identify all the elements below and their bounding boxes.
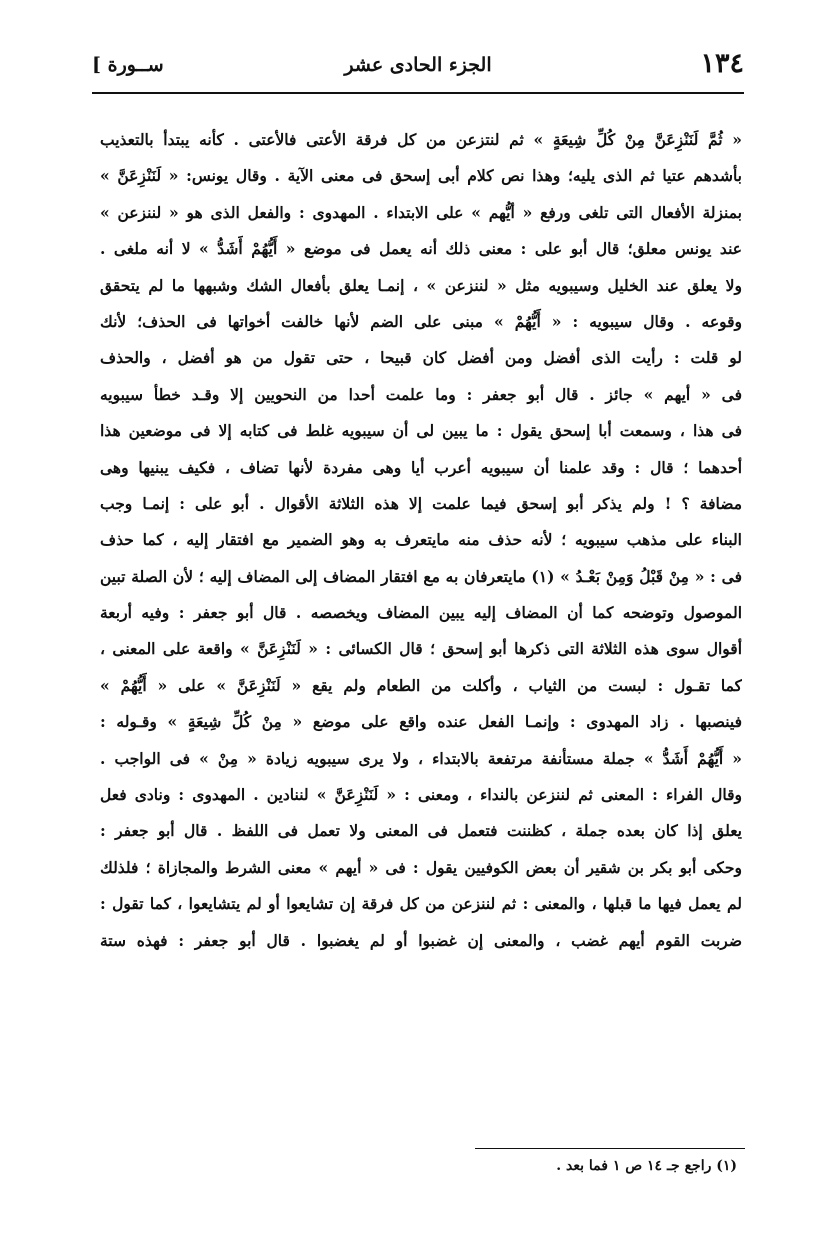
text-line: لم يعمل فيها ما قبلها ، والمعنى : ثم لننزعن من كل فرقة إن تشايعوا أو لم يتشايعوا ، كما تقول : [100, 894, 742, 914]
body-text [100, 122, 742, 959]
footnote: (١) راجع جـ ١٤ ص ١ فما بعد . [556, 1158, 737, 1174]
running-title: الجزء الحادى عشر [344, 54, 492, 76]
text-line: « ثُمَّ لَنَنْزِعَنَّ مِنْ كُلِّ شِيعَةٍ » ثم لنتزعن من كل فرقة الأعتى فالأعتى . كأنه يبتدأ بالتعذيب [100, 130, 742, 149]
text-line: وقال الفراء : المعنى ثم لننزعن بالنداء ، ومعنى : « لَنَنْزِعَنَّ » لننادين . المهدوى : ونادى فعل [100, 785, 742, 805]
text-line: لو قلت : رأيت الذى أفضل ومن أفضل كان قبيحا ، حتى تقول من هو أفضل ، والحذف [100, 348, 742, 368]
text-line: فى هذا ، وسمعت أبا إسحق يقول : ما يبين لى أن سيبويه غلط فى كتابه إلا فى موضعين هذا [100, 421, 742, 441]
text-line: الموصول وتوضحه كما أن المضاف إليه يبين المضاف ويخصصه . قال أبو جعفر : وفيه أربعة [100, 603, 742, 623]
text-line: فى : « مِنْ قَبْلُ وَمِنْ بَعْـدُ » (١) مايتعرفان به مع افتقار المضاف إلى المضاف إليه ؛ لأن الصلة تبين [100, 566, 742, 586]
page-number: ١٣٤ [700, 48, 744, 79]
text-line: وقوعه . وقال سيبويه : « أَيُّهُمْ » مبنى على الضم لأنها خالفت أخواتها فى الحذف؛ لأنك [100, 311, 742, 331]
text-line: بمنزلة الأفعال التى تلغى ورفع « أيُّهم » على الابتداء . المهدوى : والفعل الذى هو « لننزعن » [100, 202, 742, 222]
text-line: وحكى أبو بكر بن شقير أن بعض الكوفيين يقول : فى « أيهم » معنى الشرط والمجازاة ؛ فلذلك [100, 857, 742, 877]
text-line: عند يونس معلق؛ قال أبو على : معنى ذلك أنه يعمل فى موضع « أَيُّهُمْ أَشَدُّ » لا أنه ملغى . [100, 239, 742, 259]
text-line: بأشدهم عتيا ثم الذى يليه؛ وهذا نص كلام أبى إسحق فى معنى الآية . وقال يونس: « لَنَنْزِعَنَّ » [100, 166, 742, 186]
text-line: فى « أيهم » جائز . قال أبو جعفر : وما علمت أحدا من النحويين إلا وقـد خطأ سيبويه [100, 384, 742, 404]
page-header [92, 42, 744, 94]
surah-label: [ ســورة [92, 54, 164, 76]
text-line: فينصبها . زاد المهدوى : وإنمـا الفعل عنده واقع على موضع « مِنْ كُلِّ شِيعَةٍ » وقـوله : [100, 712, 742, 732]
text-line: أحدهما ؛ قال : وقد علمنا أن سيبويه أعرب أيا وهى مفردة لأنها تضاف ، فكيف يبنيها وهى [100, 457, 742, 477]
text-line: « أَيُّهُمْ أَشَدُّ » جملة مستأنفة مرتفعة بالابتداء ، ولا يرى سيبويه زيادة « مِنْ » فى الواجب . [100, 748, 742, 768]
text-line: ولا يعلق عند الخليل وسيبويه مثل « لننزعن » ، إنمـا يعلق بأفعال الشك وشبهها ما لم يتحقق [100, 275, 742, 295]
text-line: البناء على مذهب سيبويه ؛ لأنه حذف منه مايتعرف به وهو الضمير مع افتقار إليه ، كما حذف [100, 530, 742, 550]
header-rule [92, 92, 744, 94]
footnote-rule [475, 1148, 745, 1149]
text-line: مضافة ؟ ! ولم يذكر أبو إسحق فيما علمت إلا هذه الثلاثة الأقوال . أبو على : إنمـا وجب [100, 493, 742, 513]
text-line: كما تقـول : لبست من الثياب ، وأكلت من الطعام ولم يقع « لَنَنْزِعَنَّ » على « أَيُّهُمْ » [100, 675, 742, 695]
text-line: أقوال سوى هذه الثلاثة التى ذكرها أبو إسحق ؛ قال الكسائى : « لَنَنْزِعَنَّ » واقعة على المعنى ، [100, 639, 742, 659]
text-line: يعلق إذا كان بعده جملة ، كظننت فتعمل فى المعنى ولا تعمل فى اللفظ . قال أبو جعفر : [100, 821, 742, 841]
text-line: ضربت القوم أيهم غضب ، والمعنى إن غضبوا أو لم يغضبوا . قال أبو جعفر : فهذه ستة [100, 930, 742, 950]
